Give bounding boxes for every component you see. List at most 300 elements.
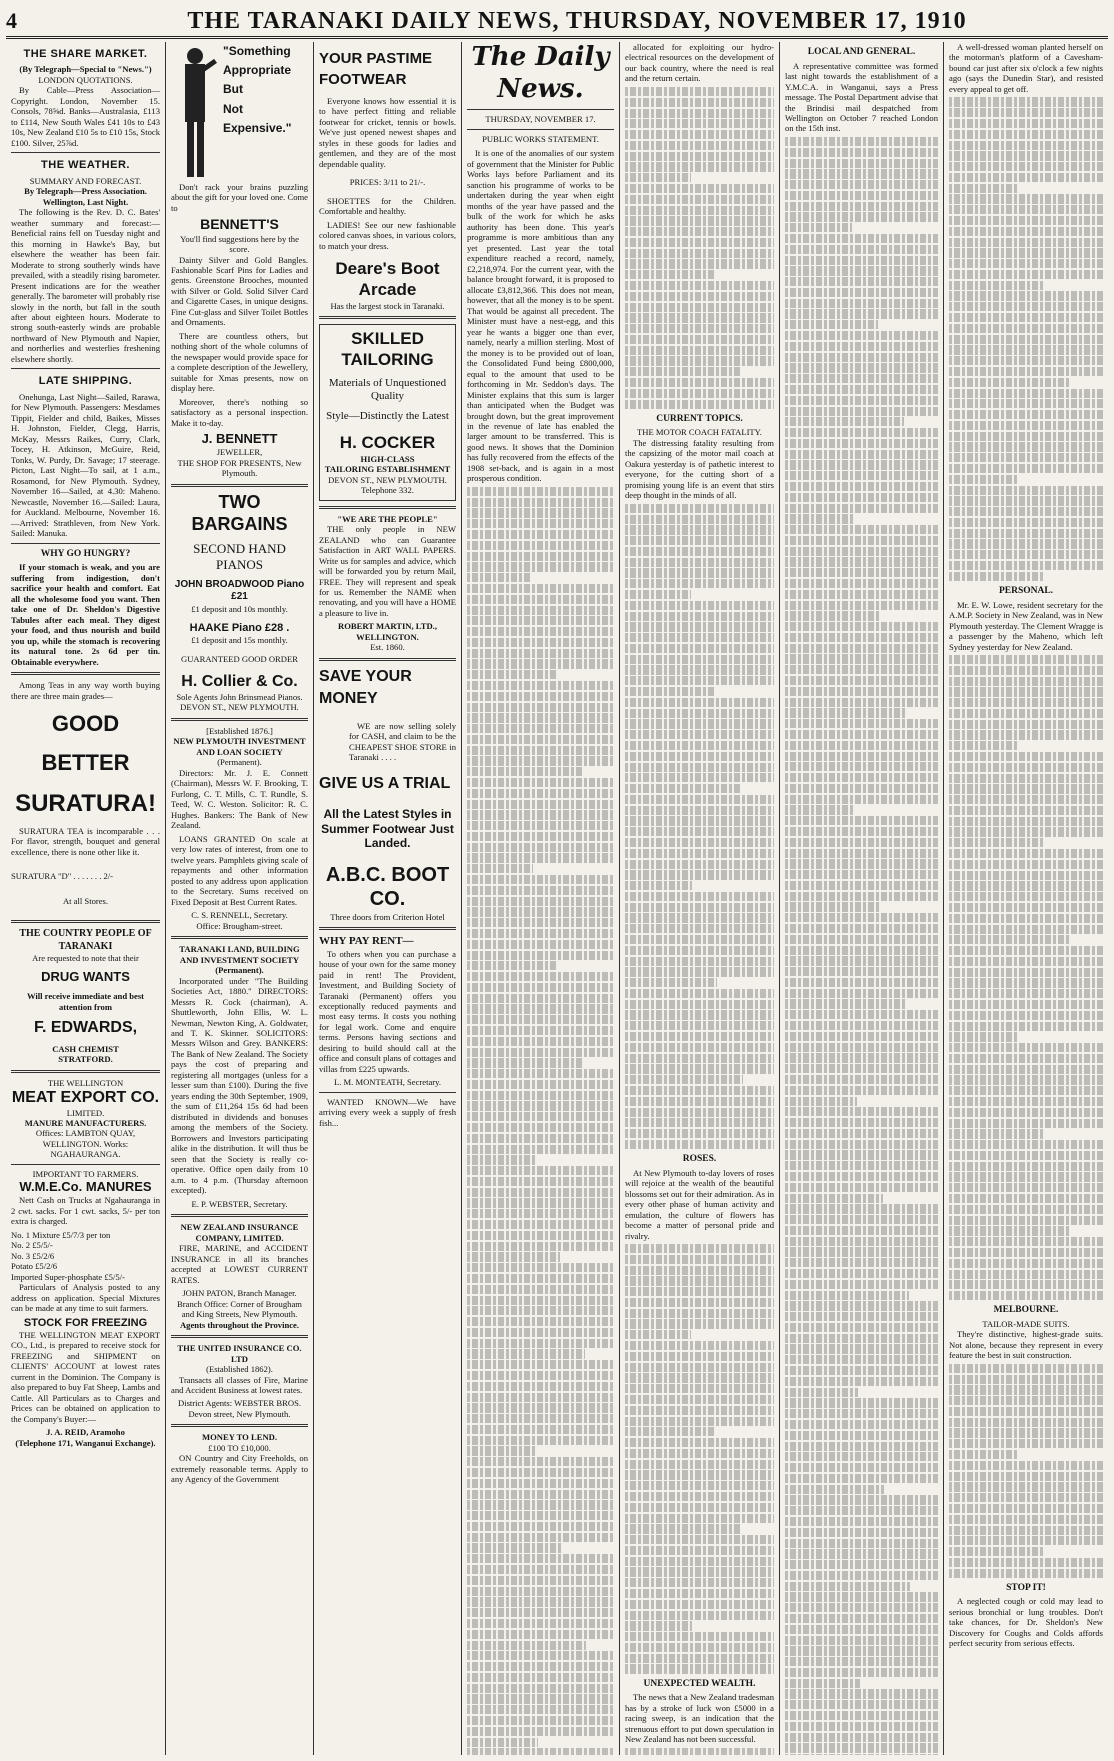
text-line — [785, 611, 880, 620]
rent-text: To others when you can purchase a house of your own for the same money paid in rent! The Provident, Investment, and Building Society of Taranaki (Permanent) offers you exceptionally reduced payments and most easy terms. It costs you nothing for legal work. Come and enquire terms. Persons having sections and desiring to build should call at the office and consult plans of cottages and villas from £225 upwards. — [319, 948, 456, 1074]
text-line — [785, 1528, 938, 1537]
text-line — [467, 1673, 614, 1682]
text-line — [949, 903, 1103, 912]
text-line — [625, 1557, 774, 1566]
text-line — [785, 439, 938, 448]
text-line — [949, 914, 1103, 923]
text-line — [949, 752, 1103, 761]
text-line — [467, 606, 614, 615]
shipping-heading: LATE SHIPPING. — [38, 375, 133, 388]
text-line — [467, 961, 558, 970]
melbourne-heading: MELBOURNE. — [993, 1305, 1059, 1316]
text-line — [785, 1603, 938, 1612]
text-line — [625, 633, 774, 642]
text-line — [949, 151, 1103, 160]
text-line — [467, 1263, 614, 1272]
text-line — [949, 1054, 1103, 1063]
bennett-q5: Expensive." — [223, 120, 292, 135]
text-line — [625, 967, 774, 976]
text-line — [949, 1504, 1103, 1513]
meat-freezing: STOCK FOR FREEZING — [23, 1316, 148, 1329]
drug-town: STRATFORD. — [58, 1054, 113, 1065]
text-line — [949, 291, 1103, 300]
text-line — [785, 1431, 938, 1440]
text-line — [625, 1000, 774, 1009]
local-text: A representative committee was formed last night towards the establishment of a Y.M.C.A. in Wanganui, says a Press message. The Postal Department advise that the Brindisi mail despatched from Wellington on October 7 reached London on the 15th inst. — [785, 60, 938, 134]
text-line — [785, 698, 938, 707]
text-line — [625, 1054, 774, 1063]
text-line — [949, 1172, 1103, 1181]
text-line — [625, 1384, 774, 1393]
pastime-shoes: SHOETTES for the Children. Comfortable and healthy. — [319, 195, 456, 217]
text-line — [625, 892, 774, 901]
meat-ftext: THE WELLINGTON MEAT EXPORT CO., Ltd., is prepared to receive stock for FREEZING and SHIPMENT on CLIENTS' ACCOUNT at lowest rates current in the Dominion. The Company is also prepared to buy Fat Sheep, Lambs and Cattle. All Particulars as to Charges and Prices can be obtained on application to the Company's Buyer:— — [11, 1330, 160, 1424]
text-line — [785, 148, 938, 157]
text-line — [467, 907, 614, 916]
text-line — [785, 460, 938, 469]
text-line — [625, 1406, 774, 1415]
text-line — [467, 573, 532, 582]
text-line — [467, 1026, 614, 1035]
share-market-text: By Cable—Press Association—Copyright. London, November 15. Consols, 78⅝d. Banks—Australasia, £113 to £114, New South Wales £41 10s to £43 10s, New Zealand £10 5s to £10 15s, Stock £100. Silver, 25⅞d. — [11, 85, 160, 148]
text-line — [625, 1118, 774, 1127]
text-line — [785, 1204, 938, 1213]
text-line — [949, 108, 1103, 117]
text-line — [785, 1474, 938, 1483]
text-line — [785, 1506, 938, 1515]
text-line — [785, 385, 938, 394]
text-line — [467, 498, 614, 507]
text-line — [949, 453, 1103, 462]
column-7 — [944, 42, 1108, 1755]
text-line — [625, 1589, 774, 1598]
text-line — [467, 1382, 614, 1391]
text-line — [625, 378, 774, 387]
text-line — [625, 281, 774, 290]
text-line — [467, 1296, 614, 1305]
text-line — [949, 1237, 1103, 1246]
text-line — [949, 216, 1103, 225]
text-line — [625, 1010, 774, 1019]
text-line — [467, 508, 614, 517]
text-line — [785, 967, 938, 976]
text-line — [949, 561, 1103, 570]
money-amount: £100 TO £10,000. — [208, 1442, 271, 1453]
text-line — [467, 810, 614, 819]
text-line — [467, 1349, 585, 1358]
taranaki-land-sec: E. P. WEBSTER, Secretary. — [191, 1198, 288, 1209]
text-line — [467, 746, 614, 755]
text-line — [785, 1625, 938, 1634]
text-line — [785, 1560, 938, 1569]
text-line — [625, 1654, 774, 1663]
text-line — [467, 584, 614, 593]
tailoring-sub: HIGH-CLASS — [360, 453, 415, 464]
text-line — [949, 1472, 1103, 1481]
text-line — [467, 1004, 614, 1013]
wanted-text: WANTED KNOWN—We have arriving every week a supply of fresh fish... — [319, 1096, 456, 1128]
paper-date: THURSDAY, NOVEMBER 17. — [485, 114, 596, 125]
text-line — [785, 935, 938, 944]
text-line — [467, 1360, 614, 1369]
text-line — [949, 421, 1103, 430]
wealth-heading: UNEXPECTED WEALTH. — [643, 1678, 756, 1689]
text-line — [625, 870, 774, 879]
meat-sub: MANURE MANUFACTURERS. — [24, 1117, 147, 1128]
text-line — [785, 1097, 857, 1106]
text-line — [949, 774, 1103, 783]
text-line — [467, 756, 614, 765]
text-line — [949, 784, 1103, 793]
text-line — [467, 692, 614, 701]
text-line — [785, 331, 938, 340]
text-line — [949, 119, 1103, 128]
wealth-text: The news that a New Zealand tradesman has by a stroke of luck won £5000 in a racing sweep, is an indication that the strenuous effort to put down speculation in New Zealand has not been successful. — [625, 1692, 774, 1745]
text-line — [467, 1306, 614, 1315]
text-line — [785, 1269, 938, 1278]
meat-item: No. 3 £5/2/6 — [11, 1250, 55, 1261]
text-line — [625, 141, 774, 150]
text-line — [625, 730, 774, 739]
column-4 — [462, 42, 620, 1755]
meat-item: Potato £5/2/6 — [11, 1261, 58, 1272]
meat-superphos: Imported Super-phosphate £5/5/- — [11, 1271, 125, 1282]
text-line — [785, 892, 938, 901]
text-line — [625, 1319, 774, 1328]
text-line — [949, 1151, 1103, 1160]
text-line — [625, 1108, 774, 1117]
text-line — [625, 1460, 774, 1469]
text-line — [467, 864, 533, 873]
text-line — [467, 724, 614, 733]
column-3 — [314, 42, 462, 1755]
text-line — [949, 1515, 1103, 1524]
column-text-fill — [785, 137, 938, 1755]
text-line — [625, 806, 774, 815]
text-line — [785, 1247, 938, 1256]
text-line — [949, 795, 1103, 804]
text-line — [785, 1010, 938, 1019]
bennett-shop: THE SHOP FOR PRESENTS, New Plymouth. — [177, 457, 302, 479]
text-line — [625, 860, 774, 869]
text-line — [785, 396, 938, 405]
text-line — [785, 838, 938, 847]
text-line — [949, 1011, 1103, 1020]
roses-heading: ROSES. — [682, 1154, 717, 1165]
text-line — [467, 1565, 614, 1574]
society-sec: C. S. RENNELL, Secretary. — [191, 910, 288, 921]
text-line — [467, 1091, 614, 1100]
text-line — [785, 1646, 938, 1655]
text-line — [467, 1425, 614, 1434]
text-line — [785, 191, 938, 200]
text-line — [785, 1118, 938, 1127]
text-line — [467, 595, 614, 604]
text-line — [785, 1463, 938, 1472]
text-line — [625, 216, 774, 225]
text-line — [949, 677, 1103, 686]
weather-heading: THE WEATHER. — [41, 159, 130, 172]
bennett-text3: There are countless others, but nothing short of the whole columns of the newspaper would provide space for a complete description of the Jewellery, suitable for Xmas presents, now on display here. — [171, 330, 308, 394]
text-line — [625, 1097, 774, 1106]
text-line — [785, 1140, 938, 1149]
suratura-stores: At all Stores. — [62, 895, 109, 906]
text-line — [785, 644, 938, 653]
tailoring-t2: Style—Distinctly the Latest — [326, 409, 449, 422]
text-line — [467, 1490, 614, 1499]
text-line — [949, 1194, 1103, 1203]
text-line — [785, 374, 938, 383]
col7-text: A well-dressed woman planted herself on the motorman's platform of a Cavesham-bound car just after six o'clock a few nights ago (says the Dunedin Star), and resisted every appeal to get off. — [949, 42, 1103, 94]
text-line — [949, 550, 1103, 559]
text-line — [625, 1449, 774, 1458]
text-line — [625, 227, 774, 236]
text-line — [949, 698, 1103, 707]
column-text-fill — [625, 1748, 774, 1755]
pastime-heading: YOUR PASTIME FOOTWEAR — [319, 50, 433, 88]
text-line — [625, 719, 774, 728]
text-line — [785, 1592, 938, 1601]
text-line — [785, 752, 938, 761]
text-line — [785, 1355, 938, 1364]
text-line — [949, 1140, 1103, 1149]
text-line — [467, 1446, 536, 1455]
text-line — [467, 1274, 614, 1283]
text-line — [785, 849, 938, 858]
weather-sub: SUMMARY AND FORECAST. — [29, 175, 142, 186]
text-line — [625, 978, 717, 987]
text-line — [467, 1166, 614, 1175]
text-line — [625, 130, 774, 139]
text-line — [949, 849, 1103, 858]
text-line — [625, 313, 774, 322]
tailoring-t1: Materials of Unquestioned Quality — [328, 376, 447, 403]
text-line — [625, 1330, 691, 1339]
text-line — [949, 410, 1103, 419]
text-line — [949, 1075, 1103, 1084]
text-line — [785, 1442, 938, 1451]
text-line — [625, 1287, 774, 1296]
text-line — [467, 1641, 586, 1650]
bennett-role: JEWELLER, — [216, 447, 263, 458]
text-line — [467, 983, 614, 992]
abc-name: A.B.C. BOOT CO. — [325, 863, 450, 911]
people-heading: "WE ARE THE PEOPLE" — [337, 513, 438, 524]
text-line — [949, 1291, 1103, 1300]
text-line — [785, 805, 855, 814]
text-line — [785, 1075, 938, 1084]
melbourne-sub: TAILOR-MADE SUITS. — [982, 1318, 1070, 1329]
text-line — [625, 367, 741, 376]
text-line — [785, 1129, 938, 1138]
text-line — [467, 530, 614, 539]
text-line — [785, 676, 938, 685]
text-line — [467, 519, 614, 528]
col5-continuation: allocated for exploiting our hydro-electrical resources on the development of our back country, where the need is real and the return certain. — [625, 42, 774, 84]
text-line — [467, 627, 614, 636]
text-line — [625, 1643, 774, 1652]
text-line — [785, 1495, 938, 1504]
society-perm: (Permanent). — [217, 757, 262, 768]
text-line — [785, 234, 938, 243]
society-est: [Established 1876.] — [206, 725, 273, 736]
text-line — [625, 1427, 716, 1436]
text-line — [785, 956, 938, 965]
text-line — [625, 195, 774, 204]
tailoring-est: TAILORING ESTABLISHMENT — [324, 464, 451, 475]
text-line — [467, 789, 614, 798]
text-line — [625, 558, 774, 567]
text-line — [949, 572, 1044, 581]
text-line — [467, 800, 614, 809]
text-line — [625, 741, 774, 750]
text-line — [625, 1438, 774, 1447]
meat-manures: W.M.E.Co. MANURES — [19, 1179, 152, 1195]
text-line — [785, 320, 878, 329]
text-line — [785, 1043, 938, 1052]
text-line — [949, 730, 1103, 739]
text-line — [625, 881, 692, 890]
insurance-mgr: JOHN PATON, Branch Manager. — [182, 1288, 297, 1299]
united-agents: District Agents: WEBSTER BROS. Devon street, New Plymouth. — [177, 1398, 302, 1419]
text-line — [625, 1266, 774, 1275]
text-line — [949, 162, 1103, 171]
text-line — [467, 1339, 614, 1348]
tailoring-tel: Telephone 332. — [361, 485, 414, 496]
text-line — [625, 238, 774, 247]
text-line — [785, 741, 938, 750]
text-line — [785, 1582, 910, 1591]
text-line — [467, 1015, 614, 1024]
pianos-h2: SECOND HAND PIANOS — [193, 541, 286, 573]
text-line — [467, 1662, 614, 1671]
text-line — [785, 784, 938, 793]
text-line — [785, 1517, 938, 1526]
bennett-ad — [171, 42, 308, 182]
text-line — [467, 875, 614, 884]
text-line — [467, 1576, 614, 1585]
drug-name: F. EDWARDS, — [33, 1019, 138, 1037]
text-line — [949, 957, 1103, 966]
text-line — [949, 881, 1103, 890]
text-line — [625, 1621, 692, 1630]
text-line — [949, 1439, 1103, 1448]
text-line — [467, 1198, 614, 1207]
text-line — [785, 417, 904, 426]
text-line — [949, 1065, 1103, 1074]
text-line — [467, 767, 582, 776]
text-line — [625, 816, 774, 825]
text-line — [467, 1748, 614, 1755]
text-line — [467, 994, 614, 1003]
text-line — [625, 1503, 774, 1512]
text-line — [467, 1285, 614, 1294]
text-line — [785, 989, 938, 998]
text-line — [467, 1533, 614, 1542]
text-line — [467, 1252, 560, 1261]
text-line — [467, 713, 614, 722]
text-line — [625, 903, 774, 912]
bennett-text1: Don't rack your brains puzzling about the gift for your loved one. Come to — [171, 182, 308, 213]
suratura-brand: SURATURA! — [15, 789, 156, 817]
text-line — [785, 1689, 938, 1698]
text-line — [625, 763, 774, 772]
text-line — [949, 935, 1069, 944]
text-line — [467, 778, 614, 787]
text-line — [785, 1657, 938, 1666]
pianos-agents: Sole Agents John Brinsmead Pianos. DEVON ST., NEW PLYMOUTH. — [176, 691, 303, 713]
pastime-text: Everyone knows how essential it is to have perfect fitting and reliable footwear for cricket, tennis or bowls. We've just opened newest shapes and styles in these goods for ladies and gentlemen, and they are of the most dependable quality. — [319, 96, 456, 169]
text-line — [949, 989, 1103, 998]
text-line — [949, 238, 1103, 247]
shipping-text: Onehunga, Last Night—Sailed, Rarawa, for New Plymouth. Passengers: Mesdames Tippit, Fielder and child, Baikes, Misses H. Johnston, Fielder, Clegg, Harris, McKay, Messrs Raikes, Curry, Clark, Tocey, H. Atkinson, McGuire, Reid, Tonks, W. Purdy, Dr. Savage; 17 steerage. Picton, Last Night—To sail, at 1 a.m., Rosamond, for New Plymouth. Sydney, November 16—Sailed, at 4.30: Maheno. Newcastle, November 16.—Sailed: Laura, for Auckland. Melbourne, November 16.—Arrived: Strathleven, from New York. Sailed: Manuka. — [11, 391, 160, 539]
page-number: 4 — [6, 8, 17, 33]
drug-line4: Will receive immediate and best attention from — [26, 991, 145, 1012]
text-line — [467, 1630, 614, 1639]
pianos-co: H. Collier & Co. — [181, 673, 298, 691]
newspaper-title: THE TARANAKI DAILY NEWS, THURSDAY, NOVEMBER 17, 1910 — [187, 7, 967, 34]
text-line — [467, 1738, 538, 1747]
text-line — [625, 1341, 774, 1350]
text-line — [949, 399, 1103, 408]
text-line — [625, 1600, 774, 1609]
text-line — [467, 703, 614, 712]
text-line — [785, 1485, 884, 1494]
meat-text: Nett Cash on Trucks at Ngahauranga in 2 cwt. sacks. For 1 cwt. sacks, 5/- per ton extra is charged. — [11, 1195, 160, 1227]
text-line — [949, 1108, 1103, 1117]
text-line — [785, 579, 938, 588]
bennett-name: BENNETT'S — [200, 216, 279, 233]
society-name: NEW PLYMOUTH INVESTMENT AND LOAN SOCIETY — [173, 736, 306, 757]
text-line — [625, 957, 774, 966]
topics-sub: THE MOTOR COACH FATALITY. — [637, 427, 762, 438]
text-line — [467, 843, 614, 852]
text-line — [625, 773, 774, 782]
text-line — [949, 968, 1103, 977]
column-text-fill — [625, 504, 774, 1149]
text-line — [785, 1636, 938, 1645]
text-line — [949, 892, 1103, 901]
text-line — [785, 859, 938, 868]
text-line — [785, 1366, 938, 1375]
text-line — [949, 1569, 1103, 1578]
text-line — [467, 1112, 614, 1121]
text-line — [949, 1270, 1103, 1279]
text-line — [467, 1608, 614, 1617]
text-line — [949, 539, 1103, 548]
tailoring-ad — [319, 324, 456, 500]
text-line — [625, 206, 774, 215]
text-line — [949, 1162, 1103, 1171]
society-text: Directors: Mr. J. E. Connett (Chairman), Messrs W. F. Brooking, T. Furlong, C. T. Mills, C. T. Rundle, S. Teed, W. C. Weston. Solicitor: R. C. Hughes. Bankers: The Bank of New Zealand. — [171, 767, 308, 831]
text-line — [625, 1567, 774, 1576]
text-line — [785, 816, 938, 825]
text-line — [785, 180, 938, 189]
text-line — [949, 324, 1103, 333]
drug-line1: THE COUNTRY PEOPLE OF TARANAKI — [19, 928, 152, 952]
masthead — [6, 6, 1108, 39]
text-line — [949, 367, 1103, 376]
text-line — [467, 1177, 614, 1186]
text-line — [625, 579, 774, 588]
text-line — [625, 1075, 743, 1084]
text-line — [949, 529, 1103, 538]
text-line — [467, 1554, 614, 1563]
text-line — [949, 1248, 1103, 1257]
topics-text: The distressing fatality resulting from the capsizing of the motor mail coach at Oakura yesterday is of pathetic interest to everyone, for the cutting short of a promising young life is an event that stirs deep thought in the minds of all. — [625, 437, 774, 501]
text-line — [949, 1086, 1103, 1095]
taranaki-land-name: TARANAKI LAND, BUILDING AND INVESTMENT SOCIETY (Permanent). — [179, 944, 300, 976]
